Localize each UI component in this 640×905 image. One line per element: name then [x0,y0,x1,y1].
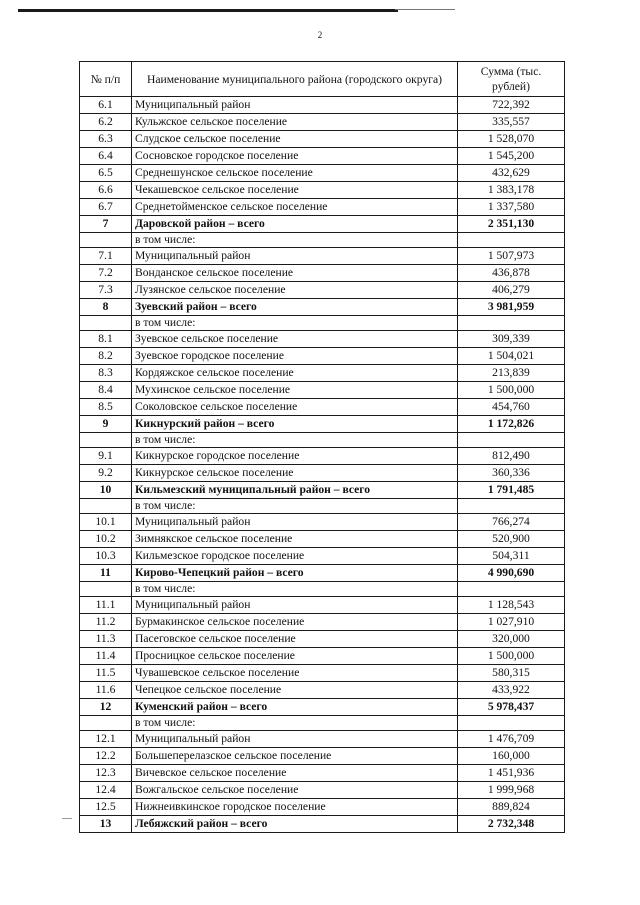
table-row [80,748,565,765]
row-number [80,499,132,514]
row-sum: 1 545,200 [458,148,565,165]
row-name: Муниципальный район [132,514,458,531]
table-row-total [80,216,565,233]
row-number [80,716,132,731]
table-row [80,648,565,665]
row-name: Даровской район – всего [132,216,458,233]
row-number: 11.3 [80,631,132,648]
row-number [80,316,132,331]
row-number: 10 [80,482,132,499]
row-name: Слудское сельское поселение [132,131,458,148]
row-number: 7.2 [80,265,132,282]
row-number: 10.2 [80,531,132,548]
row-number: 6.1 [80,97,132,114]
page-number: 2 [317,30,323,40]
row-name: Муниципальный район [132,248,458,265]
row-number: 8.3 [80,365,132,382]
table-row [80,97,565,114]
header-number: № п/п [80,62,132,97]
row-sum: 1 507,973 [458,248,565,265]
row-number: 13 [80,816,132,833]
table-row-including [80,233,565,248]
row-name: Зуевское сельское поселение [132,331,458,348]
row-sum [458,582,565,597]
row-sum: 320,000 [458,631,565,648]
table-row [80,448,565,465]
row-name: Чепецкое сельское поселение [132,682,458,699]
row-sum: 213,839 [458,365,565,382]
row-sum: 722,392 [458,97,565,114]
row-sum [458,499,565,514]
row-number: 12.3 [80,765,132,782]
row-name: Кирово-Чепецкий район – всего [132,565,458,582]
table-row [80,248,565,265]
row-name: Среднетойменское сельское поселение [132,199,458,216]
row-number: 6.3 [80,131,132,148]
row-sum: 1 476,709 [458,731,565,748]
table-row [80,465,565,482]
row-number: 10.1 [80,514,132,531]
table-row-total [80,565,565,582]
row-name: Муниципальный район [132,731,458,748]
scan-top-line [18,9,398,12]
table-row [80,282,565,299]
row-number: 11.4 [80,648,132,665]
row-number: 11.6 [80,682,132,699]
row-number: 12.4 [80,782,132,799]
table-row [80,597,565,614]
row-name: Чекашевское сельское поселение [132,182,458,199]
row-name: Кикнурский район – всего [132,416,458,433]
table-row [80,199,565,216]
row-name: в том числе: [132,316,458,331]
row-number: 7.3 [80,282,132,299]
table-header-row [80,62,565,97]
table-row [80,148,565,165]
row-number: 11 [80,565,132,582]
table-row [80,765,565,782]
table-row [80,548,565,565]
row-number: 6.5 [80,165,132,182]
row-number: 9.2 [80,465,132,482]
budget-table [79,61,565,833]
table-row-including [80,582,565,597]
row-sum: 1 172,826 [458,416,565,433]
row-sum: 1 383,178 [458,182,565,199]
row-sum: 3 981,959 [458,299,565,316]
row-sum: 454,760 [458,399,565,416]
row-number: 12.2 [80,748,132,765]
row-name: Зуевское городское поселение [132,348,458,365]
table-row [80,514,565,531]
row-sum: 889,824 [458,799,565,816]
table-row [80,131,565,148]
row-sum: 2 732,348 [458,816,565,833]
row-sum: 436,878 [458,265,565,282]
row-sum: 160,000 [458,748,565,765]
row-name: Нижнеивкинское городское поселение [132,799,458,816]
row-sum: 1 791,485 [458,482,565,499]
row-name: в том числе: [132,716,458,731]
row-sum: 1 337,580 [458,199,565,216]
row-name: Просницкое сельское поселение [132,648,458,665]
row-name: Соколовское сельское поселение [132,399,458,416]
table-row-including [80,433,565,448]
row-name: Большеперелазское сельское поселение [132,748,458,765]
table-row [80,614,565,631]
row-name: Кордяжское сельское поселение [132,365,458,382]
row-name: Бурмакинское сельское поселение [132,614,458,631]
row-number: 8.2 [80,348,132,365]
row-number: 11.2 [80,614,132,631]
row-sum: 2 351,130 [458,216,565,233]
table-body [80,97,565,833]
row-number: 6.2 [80,114,132,131]
table-row-including [80,316,565,331]
row-name: Среднешунское сельское поселение [132,165,458,182]
row-sum [458,316,565,331]
row-number [80,582,132,597]
table-row [80,731,565,748]
table-row [80,114,565,131]
table-row [80,348,565,365]
table-row [80,165,565,182]
row-sum: 1 504,021 [458,348,565,365]
row-sum [458,233,565,248]
scan-top-line-faint [395,9,455,10]
row-name: Чувашевское сельское поселение [132,665,458,682]
row-sum: 5 978,437 [458,699,565,716]
table-row-including [80,499,565,514]
row-name: Кильмезский муниципальный район – всего [132,482,458,499]
row-name: Вичевское сельское поселение [132,765,458,782]
table-row-total [80,299,565,316]
row-number: 6.4 [80,148,132,165]
row-name: Мухинское сельское поселение [132,382,458,399]
scan-mark [62,818,72,819]
row-number: 12 [80,699,132,716]
table-row-total [80,416,565,433]
row-number: 6.6 [80,182,132,199]
table-row-including [80,716,565,731]
table-row-total [80,816,565,833]
row-sum: 1 451,936 [458,765,565,782]
row-sum: 504,311 [458,548,565,565]
row-number: 11.1 [80,597,132,614]
row-sum: 1 500,000 [458,382,565,399]
table-row [80,799,565,816]
row-sum: 406,279 [458,282,565,299]
row-sum: 335,557 [458,114,565,131]
row-sum: 812,490 [458,448,565,465]
table-row [80,531,565,548]
row-name: Муниципальный район [132,597,458,614]
row-sum: 309,339 [458,331,565,348]
table-row-total [80,482,565,499]
row-sum: 520,900 [458,531,565,548]
row-number: 7 [80,216,132,233]
table-row [80,182,565,199]
row-number: 12.5 [80,799,132,816]
header-name: Наименование муниципального района (городского округа) [132,62,458,97]
row-name: в том числе: [132,499,458,514]
row-number: 12.1 [80,731,132,748]
row-number [80,433,132,448]
row-sum [458,716,565,731]
row-sum: 1 128,543 [458,597,565,614]
row-number: 6.7 [80,199,132,216]
row-name: Зимнякское сельское поселение [132,531,458,548]
row-sum: 1 999,968 [458,782,565,799]
row-name: Лебяжский район – всего [132,816,458,833]
row-sum: 360,336 [458,465,565,482]
table-row [80,665,565,682]
row-number [80,233,132,248]
row-number: 8.1 [80,331,132,348]
row-name: Кикнурское сельское поселение [132,465,458,482]
table-row [80,382,565,399]
row-sum [458,433,565,448]
row-sum: 1 500,000 [458,648,565,665]
row-number: 10.3 [80,548,132,565]
table-row [80,682,565,699]
table-row [80,631,565,648]
row-name: Сосновское городское поселение [132,148,458,165]
row-sum: 580,315 [458,665,565,682]
row-name: Кульжское сельское поселение [132,114,458,131]
row-name: Лузянское сельское поселение [132,282,458,299]
row-name: Кикнурское городское поселение [132,448,458,465]
table-row [80,782,565,799]
row-name: Вожгальское сельское поселение [132,782,458,799]
row-sum: 433,922 [458,682,565,699]
row-name: Пасеговское сельское поселение [132,631,458,648]
row-name: Муниципальный район [132,97,458,114]
row-sum: 4 990,690 [458,565,565,582]
row-number: 9.1 [80,448,132,465]
row-name: Куменский район – всего [132,699,458,716]
header-sum: Сумма (тыс. рублей) [458,62,565,97]
row-number: 11.5 [80,665,132,682]
row-sum: 432,629 [458,165,565,182]
row-number: 9 [80,416,132,433]
row-sum: 1 027,910 [458,614,565,631]
row-name: в том числе: [132,433,458,448]
table-row [80,265,565,282]
table-row [80,399,565,416]
row-name: в том числе: [132,233,458,248]
row-number: 8.4 [80,382,132,399]
row-name: Кильмезское городское поселение [132,548,458,565]
row-sum: 766,274 [458,514,565,531]
table-row-total [80,699,565,716]
row-name: Вонданское сельское поселение [132,265,458,282]
row-number: 7.1 [80,248,132,265]
row-number: 8.5 [80,399,132,416]
row-name: в том числе: [132,582,458,597]
row-sum: 1 528,070 [458,131,565,148]
table-row [80,365,565,382]
table-row [80,331,565,348]
row-number: 8 [80,299,132,316]
row-name: Зуевский район – всего [132,299,458,316]
